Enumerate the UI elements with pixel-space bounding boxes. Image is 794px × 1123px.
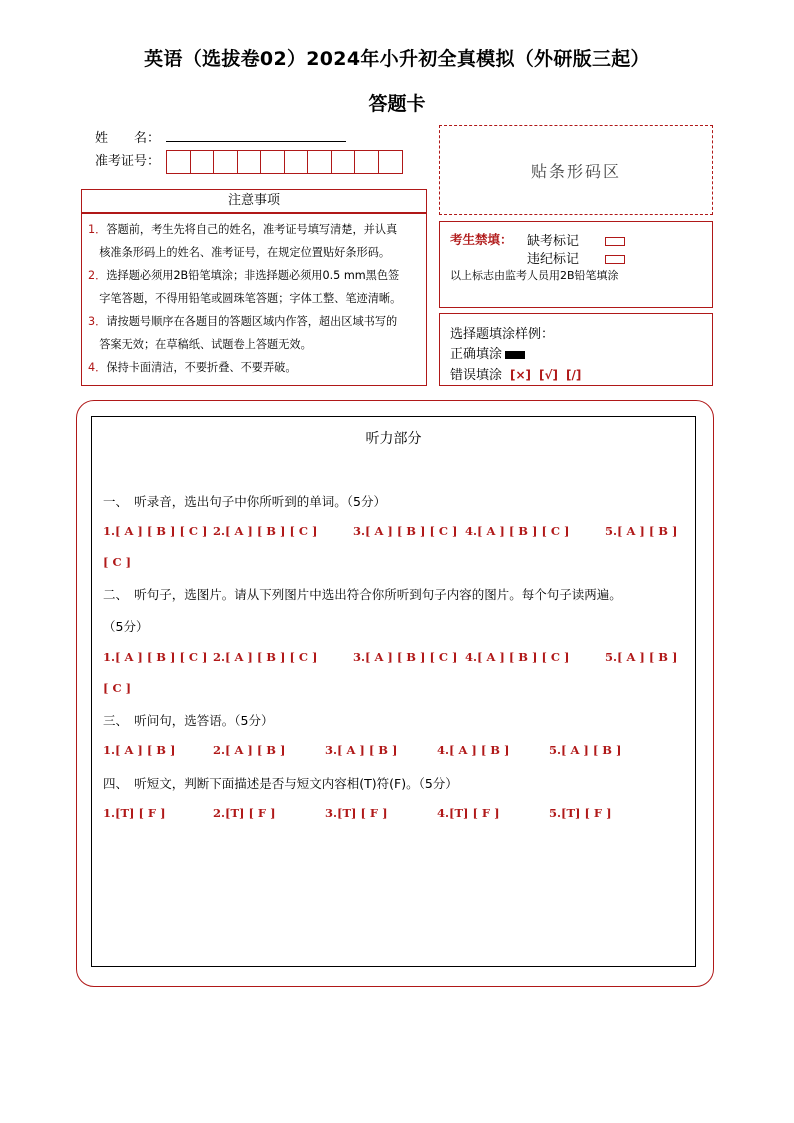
answer-option-group[interactable]: 1.[ A ] [ B ] [103,743,176,757]
wrong-mark-check: [√] [539,368,559,382]
answer-option-group[interactable]: 3.[ A ] [ B ] [ C ] [353,650,458,664]
sample-title: 选择题填涂样例： [450,327,555,342]
notice-item: 3．请按题号顺序在各题目的答题区域内作答，超出区域书写的 [88,315,398,328]
correct-fill-row: 正确填涂 [450,343,525,362]
answer-option-group[interactable]: 5.[ A ] [ B ] [605,524,678,538]
section-4-heading: 四、 听短文，判断下面描述是否与短文内容相(T)符(F)。（5分） [103,776,458,791]
violation-mark-box[interactable] [605,255,625,264]
notice-list [82,214,426,379]
notice-item: 字笔答题，不得用铅笔或圆珠笔答题；字体工整、笔迹清晰。 [88,292,402,305]
notice-item: 4．保持卡面清洁，不要折叠、不要弄破。 [88,361,297,374]
answer-option-group[interactable]: 2.[T] [ F ] [213,806,276,820]
absent-mark-box[interactable] [605,237,625,246]
answer-option-wrap[interactable]: [ C ] [103,555,132,569]
notice-item: 2．选择题必须用2B铅笔填涂；非选择题必须用0.5 mm黑色签 [88,269,400,282]
answer-option-group[interactable]: 2.[ A ] [ B ] [213,743,286,757]
id-digit-box[interactable] [191,151,215,173]
name-label: 姓 名： [95,131,161,146]
proctor-only-box [439,221,713,308]
answer-option-group[interactable]: 3.[T] [ F ] [325,806,388,820]
barcode-area: 贴条形码区 [439,125,713,215]
id-digit-box[interactable] [379,151,403,173]
notice-item: 答案无效；在草稿纸、试题卷上答题无效。 [88,338,312,351]
proctor-note: 以上标志由监考人员用2B铅笔填涂 [450,269,619,282]
notice-item: 核准条形码上的姓名、准考证号，在规定位置贴好条形码。 [88,246,391,259]
section-2-heading-cont: （5分） [103,619,149,634]
answer-option-group[interactable]: 5.[ A ] [ B ] [605,650,678,664]
id-digit-box[interactable] [238,151,262,173]
listening-title: 听力部分 [365,431,422,447]
answer-option-group[interactable]: 4.[ A ] [ B ] [ C ] [465,650,570,664]
wrong-mark-slash: [/] [566,368,582,382]
page-subtitle: 答题卡 [368,93,426,115]
id-digit-box[interactable] [355,151,379,173]
wrong-mark-cross: [×] [510,368,532,382]
notice-heading: 注意事项 [82,190,426,214]
id-digit-box[interactable] [285,151,309,173]
answer-option-group[interactable]: 1.[ A ] [ B ] [ C ] [103,524,208,538]
violation-mark-row: 违纪标记 [527,248,625,267]
answer-option-group[interactable]: 4.[ A ] [ B ] [ C ] [465,524,570,538]
exam-id-boxes[interactable] [166,150,403,174]
notice-item: 1．答题前，考生先将自己的姓名，准考证号填写清楚，并认真 [88,223,398,236]
answer-option-group[interactable]: 3.[ A ] [ B ] [ C ] [353,524,458,538]
answer-option-wrap[interactable]: [ C ] [103,681,132,695]
answer-option-group[interactable]: 2.[ A ] [ B ] [ C ] [213,524,318,538]
answer-option-group[interactable]: 1.[T] [ F ] [103,806,166,820]
name-field[interactable] [166,141,346,142]
wrong-fill-row: 错误填涂 [×] [√] [/] [450,368,582,383]
id-digit-box[interactable] [214,151,238,173]
proctor-label: 考生禁填： [450,232,513,247]
section-3-heading: 三、 听问句，选答语。（5分） [103,713,274,728]
answer-option-group[interactable]: 1.[ A ] [ B ] [ C ] [103,650,208,664]
id-digit-box[interactable] [167,151,191,173]
answer-option-group[interactable]: 4.[T] [ F ] [437,806,500,820]
fill-sample-box [439,313,713,386]
section-1-heading: 一、 听录音，选出句子中你所听到的单词。（5分） [103,494,386,509]
id-digit-box[interactable] [261,151,285,173]
id-digit-box[interactable] [308,151,332,173]
id-digit-box[interactable] [332,151,356,173]
page-title: 英语（选拔卷02）2024年小升初全真模拟（外研版三起） [144,48,650,70]
answer-option-group[interactable]: 5.[T] [ F ] [549,806,612,820]
id-label: 准考证号： [95,154,161,169]
section-2-heading: 二、 听句子，选图片。请从下列图片中选出符合你所听到句子内容的图片。每个句子读两遍。 [103,587,622,602]
answer-option-group[interactable]: 3.[ A ] [ B ] [325,743,398,757]
absent-mark-row: 缺考标记 [527,230,625,249]
filled-mark-icon [505,351,525,359]
answer-option-group[interactable]: 5.[ A ] [ B ] [549,743,622,757]
answer-option-group[interactable]: 2.[ A ] [ B ] [ C ] [213,650,318,664]
answer-option-group[interactable]: 4.[ A ] [ B ] [437,743,510,757]
notice-box [81,189,427,386]
